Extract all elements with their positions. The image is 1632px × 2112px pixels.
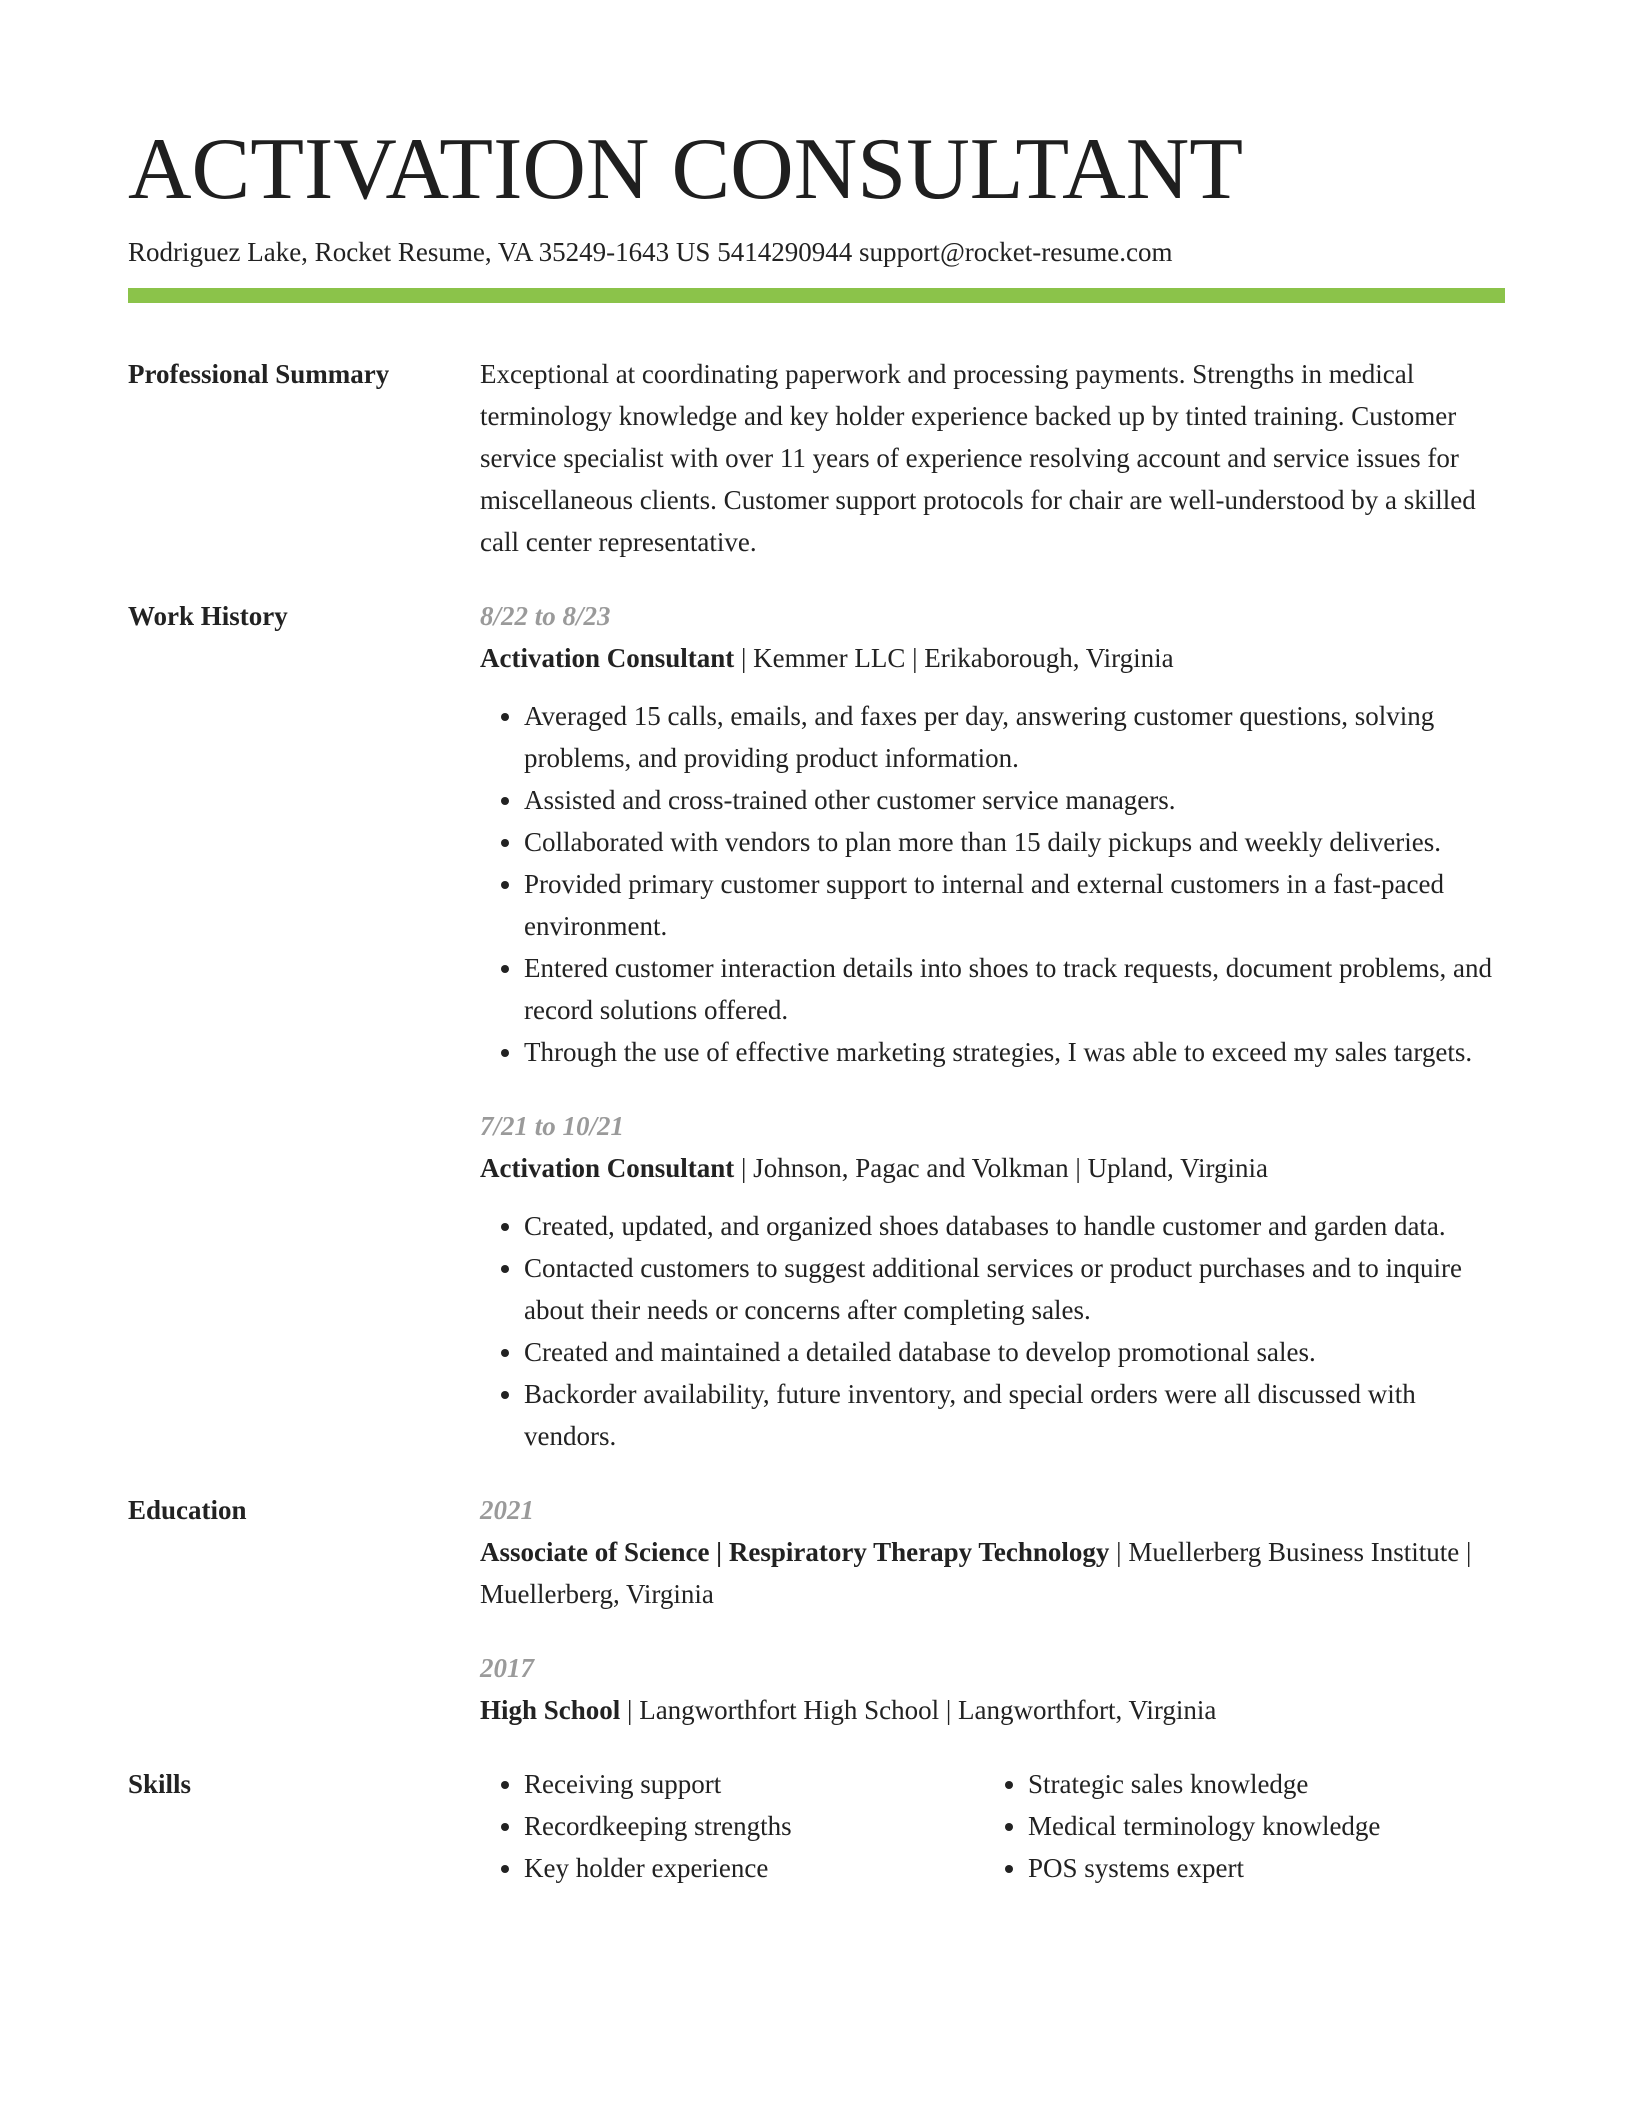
skill-item: • Receiving support [524, 1763, 984, 1805]
education-year: 2021 [480, 1495, 534, 1525]
summary-text: Exceptional at coordinating paperwork and processing payments. Strengths in medical terminology knowledge and key holder experience backed up by tinted training. Customer service specialist with over 11 years of experience resolving account and service issues for miscellaneous clients. Customer support protocols for chair are well-understood by a skilled call center representative. [480, 359, 1476, 557]
education-entry [480, 1489, 1505, 1615]
job-dates: 7/21 to 10/21 [480, 1111, 625, 1141]
education-details [480, 1689, 1505, 1731]
job-heading [480, 637, 1505, 679]
education-body [480, 1489, 1505, 1731]
contact-line: Rodriguez Lake, Rocket Resume, VA 35249-1643 US 5414290944 support@rocket-resume.com [128, 237, 1173, 267]
job-duty: • Contacted customers to suggest additional services or product purchases and to inquire about their needs or concerns after completing sales. [524, 1247, 1505, 1331]
skill-item: • Strategic sales knowledge [1028, 1763, 1488, 1805]
job-duty: • Collaborated with vendors to plan more than 15 daily pickups and weekly deliveries. [524, 821, 1505, 863]
skill-item: • Key holder experience [524, 1847, 984, 1889]
job-duty: • Averaged 15 calls, emails, and faxes per day, answering customer questions, solving problems, and providing product information. [524, 695, 1505, 779]
education-degree: Associate of Science | Respiratory Therapy Technology [480, 1537, 1110, 1567]
skills-column-1 [480, 1763, 984, 1889]
job-employer-location: | Johnson, Pagac and Volkman | Upland, Virginia [734, 1153, 1268, 1183]
job-duty: • Backorder availability, future inventory, and special orders were all discussed with vendors. [524, 1373, 1505, 1457]
education-details [480, 1531, 1505, 1615]
skills-section [128, 1763, 1505, 1889]
job-duty: • Assisted and cross-trained other customer service managers. [524, 779, 1505, 821]
skills-column-2 [984, 1763, 1488, 1889]
work-history-body [480, 595, 1505, 1457]
job-heading [480, 1147, 1505, 1189]
job-title: Activation Consultant [480, 1153, 735, 1183]
education-school-location: | Langworthfort High School | Langworthfort, Virginia [620, 1695, 1217, 1725]
education-section [128, 1489, 1505, 1731]
job-duties-list [480, 695, 1505, 1073]
job-duties-list [480, 1205, 1505, 1457]
resume-page [128, 118, 1505, 1889]
education-degree: High School [480, 1695, 621, 1725]
job-entry [480, 595, 1505, 1073]
skill-item: • Medical terminology knowledge [1028, 1805, 1488, 1847]
header-divider [128, 288, 1505, 303]
section-heading-summary: Professional Summary [128, 359, 390, 389]
resume-name: ACTIVATION CONSULTANT [128, 121, 1243, 218]
work-history-section [128, 595, 1505, 1457]
skills-grid [480, 1763, 1505, 1889]
job-duty: • Created, updated, and organized shoes databases to handle customer and garden data. [524, 1205, 1505, 1247]
skills-body [480, 1763, 1505, 1889]
job-entry [480, 1105, 1505, 1457]
job-duty: • Through the use of effective marketing strategies, I was able to exceed my sales targets. [524, 1031, 1505, 1073]
job-duty: • Created and maintained a detailed database to develop promotional sales. [524, 1331, 1505, 1373]
job-title: Activation Consultant [480, 643, 735, 673]
education-school-location: | Muellerberg Business Institute | Muellerberg, Virginia [480, 1537, 1472, 1609]
section-heading-education: Education [128, 1495, 247, 1525]
education-year: 2017 [480, 1653, 534, 1683]
skill-item: • Recordkeeping strengths [524, 1805, 984, 1847]
job-dates: 8/22 to 8/23 [480, 601, 611, 631]
job-duty: • Provided primary customer support to internal and external customers in a fast-paced environment. [524, 863, 1505, 947]
summary-section [128, 353, 1505, 563]
education-entry [480, 1647, 1505, 1731]
job-duty: • Entered customer interaction details into shoes to track requests, document problems, and record solutions offered. [524, 947, 1505, 1031]
skill-item: • POS systems expert [1028, 1847, 1488, 1889]
section-heading-skills: Skills [128, 1769, 192, 1799]
section-heading-work-history: Work History [128, 601, 288, 631]
job-employer-location: | Kemmer LLC | Erikaborough, Virginia [734, 643, 1174, 673]
